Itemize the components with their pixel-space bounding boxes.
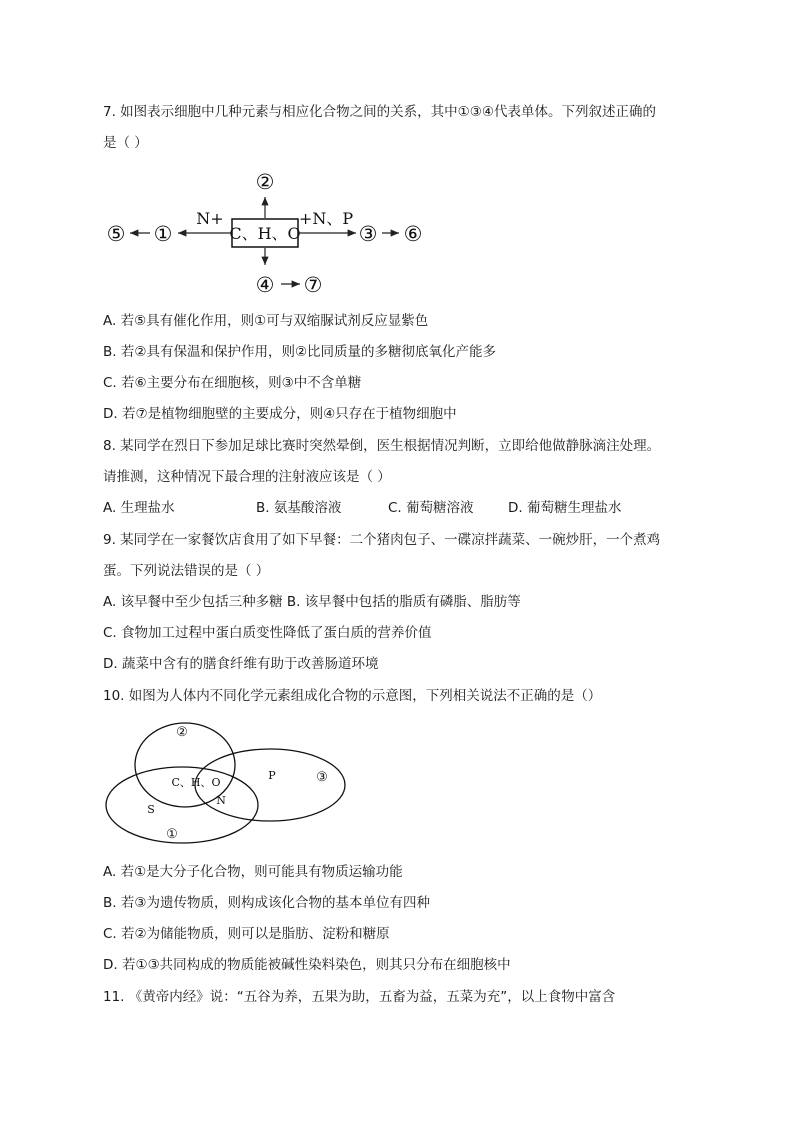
q7-option-a: A. 若⑤具有催化作用，则①可与双缩脲试剂反应显紫色	[103, 313, 429, 329]
q9-option-d: D. 蔬菜中含有的膳食纤维有助于改善肠道环境	[103, 656, 379, 672]
q10-option-c: C. 若②为储能物质，则可以是脂肪、淀粉和糖原	[103, 926, 390, 942]
q8-option-a: A. 生理盐水	[103, 500, 175, 516]
q7-node-1: ①	[153, 222, 173, 246]
q10-label-s: S	[147, 803, 155, 816]
q10-label-circle-2: ②	[176, 725, 188, 740]
q10-label-circle-1: ①	[166, 827, 178, 842]
q9-stem-line1: 9. 某同学在一家餐饮店食用了如下早餐：二个猪肉包子、一碟凉拌蔬菜、一碗炒肝，一个煮鸡	[103, 532, 661, 548]
q7-left-label: N+	[196, 209, 224, 228]
q7-node-5: ⑤	[106, 222, 126, 246]
q10-option-b: B. 若③为遗传物质，则构成该化合物的基本单位有四种	[103, 895, 430, 911]
q10-label-n: N	[216, 794, 226, 807]
q9-stem-line2: 蛋。下列说法错误的是（ ）	[103, 563, 270, 579]
q7-option-c: C. 若⑥主要分布在细胞核，则③中不含单糖	[103, 375, 362, 391]
q8-option-b: B. 氨基酸溶液	[256, 500, 342, 516]
q8-stem-line2: 请推测，这种情况下最合理的注射液应该是（ ）	[103, 469, 391, 485]
q7-node-2: ②	[255, 170, 275, 194]
q7-node-7: ⑦	[303, 273, 323, 297]
q7-stem-line1: 7. 如图表示细胞中几种元素与相应化合物之间的关系，其中①③④代表单体。下列叙述正确的	[103, 104, 656, 120]
q9-option-ab: A. 该早餐中至少包括三种多糖 B. 该早餐中包括的脂质有磷脂、脂肪等	[103, 594, 521, 610]
q10-label-p: P	[268, 769, 276, 782]
q7-element-diagram	[100, 165, 440, 300]
q7-node-4: ④	[255, 273, 275, 297]
q7-option-b: B. 若②具有保温和保护作用，则②比同质量的多糖彻底氧化产能多	[103, 344, 497, 360]
q7-node-6: ⑥	[403, 222, 423, 246]
q7-center-label: C、H、O	[229, 224, 301, 243]
q7-stem-line2: 是（ ）	[103, 135, 148, 151]
q8-option-c: C. 葡萄糖溶液	[388, 500, 474, 516]
q10-option-a: A. 若①是大分子化合物，则可能具有物质运输功能	[103, 864, 403, 880]
q8-stem-line1: 8. 某同学在烈日下参加足球比赛时突然晕倒，医生根据情况判断，立即给他做静脉滴注处理。	[103, 438, 661, 454]
q7-node-3: ③	[358, 222, 378, 246]
q9-option-c: C. 食物加工过程中蛋白质变性降低了蛋白质的营养价值	[103, 625, 432, 641]
q10-label-center: C、H、O	[171, 776, 221, 789]
q7-option-d: D. 若⑦是植物细胞壁的主要成分，则④只存在于植物细胞中	[103, 406, 457, 422]
q10-stem: 10. 如图为人体内不同化学元素组成化合物的示意图，下列相关说法不正确的是（）	[103, 688, 602, 704]
q8-option-d: D. 葡萄糖生理盐水	[508, 500, 622, 516]
q7-right-label: +N、P	[298, 209, 354, 228]
q11-stem: 11. 《黄帝内经》说：“五谷为养，五果为助，五畜为益，五菜为充”，以上食物中富含	[103, 989, 616, 1005]
q10-option-d: D. 若①③共同构成的物质能被碱性染料染色，则其只分布在细胞核中	[103, 957, 511, 973]
q10-label-circle-3: ③	[316, 770, 328, 785]
q10-venn-diagram	[100, 715, 360, 850]
